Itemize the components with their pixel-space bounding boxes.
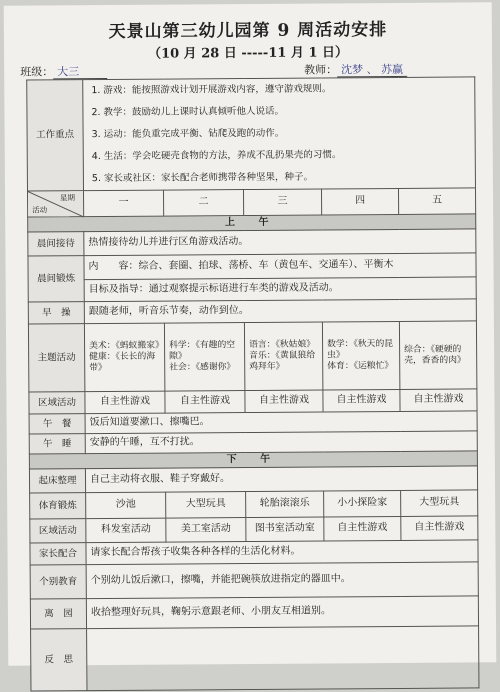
theme-tuesday bbox=[164, 323, 244, 392]
pe-label: 体育锻炼 bbox=[30, 493, 86, 519]
wake-text: 自己主动将衣服、鞋子穿戴好。 bbox=[85, 466, 477, 493]
goal-item: 1. 游戏：能按照游戏计划开展游戏内容，遵守游戏规则。 bbox=[91, 83, 332, 97]
pe-row bbox=[30, 490, 478, 519]
area-cell: 自主性游戏 bbox=[400, 389, 477, 412]
reception-text: 热情接待幼儿并进行区角游戏活动。 bbox=[84, 229, 476, 256]
theme-item: 综合：《硬硬的壳，香香的肉》 bbox=[404, 344, 466, 366]
class-label: 班级： bbox=[20, 65, 54, 79]
afternoon-area-row bbox=[30, 516, 478, 543]
individual-row bbox=[30, 562, 478, 599]
theme-label: 主题活动 bbox=[28, 324, 84, 392]
theme-item: 社会：《感谢你》 bbox=[169, 362, 236, 373]
leave-label: 离 园 bbox=[30, 599, 86, 629]
wake-label: 起床整理 bbox=[29, 469, 85, 493]
pe-cell: 小小探险家 bbox=[324, 490, 401, 517]
reflect-row bbox=[31, 626, 479, 691]
area-label: 区域活动 bbox=[30, 519, 86, 543]
section-morning: 上 午 bbox=[28, 214, 476, 232]
pe-cell: 沙池 bbox=[86, 492, 166, 519]
drill-label: 早 操 bbox=[28, 302, 84, 324]
leave-row bbox=[30, 596, 478, 629]
exercise-content-row bbox=[28, 253, 476, 280]
reflect-label: 反 思 bbox=[31, 629, 87, 691]
goal-item: 3. 运动：能负重完成平衡、钻爬及跑的动作。 bbox=[91, 127, 285, 141]
goals-row bbox=[27, 77, 476, 191]
pe-cell: 大型玩具 bbox=[166, 492, 246, 519]
corner-weekday: 星期 bbox=[60, 193, 76, 203]
reception-label: 晨间接待 bbox=[28, 232, 84, 256]
diagonal-header-cell bbox=[27, 191, 83, 217]
exercise-label: 晨间锻炼 bbox=[28, 256, 84, 302]
section-afternoon: 下 午 bbox=[29, 451, 477, 469]
theme-monday bbox=[84, 323, 164, 392]
theme-friday bbox=[399, 321, 477, 390]
area-cell: 自主性游戏 bbox=[324, 516, 401, 541]
theme-wednesday bbox=[244, 322, 322, 391]
goal-item: 2. 教学：鼓励幼儿上课时认真倾听他人说话。 bbox=[91, 105, 285, 119]
parents-text: 请家长配合帮孩子收集各种各样的生活化材料。 bbox=[86, 540, 478, 565]
theme-row bbox=[28, 321, 477, 392]
nap-label: 午 睡 bbox=[29, 434, 85, 454]
area-cell: 图书室活动室 bbox=[246, 517, 324, 542]
area-cell: 科发室活动 bbox=[86, 518, 166, 543]
exercise-content: 内 容：综合、套圈、拍球、荡桥、车（黄包车、交通车）、平衡木 bbox=[84, 253, 476, 280]
theme-item: 音乐：《黄鼠狼给鸡拜年》 bbox=[249, 350, 316, 372]
parents-row bbox=[30, 540, 478, 565]
day-header: 二 bbox=[163, 190, 243, 217]
theme-item: 健康：《长长的海带》 bbox=[89, 351, 156, 374]
pe-cell: 大型玩具 bbox=[401, 490, 478, 517]
leave-text: 收拾整理好玩具，鞠躬示意跟老师、小朋友互相道别。 bbox=[86, 596, 478, 629]
teacher-info bbox=[304, 61, 407, 78]
reflect-text bbox=[87, 626, 479, 691]
lunch-label: 午 餐 bbox=[29, 414, 85, 434]
exercise-goal-row bbox=[28, 277, 476, 302]
pe-cell: 轮胎滚滚乐 bbox=[246, 491, 324, 518]
date-range: （10 月 28 日 -----11 月 1 日） bbox=[147, 45, 349, 62]
area-cell: 美工室活动 bbox=[166, 518, 246, 543]
wake-row bbox=[29, 466, 477, 493]
class-info bbox=[20, 63, 107, 80]
morning-area-row bbox=[29, 389, 477, 414]
schedule-table bbox=[26, 76, 479, 691]
day-header: 四 bbox=[321, 188, 398, 215]
individual-text: 个别幼儿饭后漱口，擦嘴，并能把碗筷放进指定的器皿中。 bbox=[86, 562, 478, 599]
goal-item: 4. 生活：学会吃硬壳食物的方法，养成不乱扔果壳的习惯。 bbox=[91, 149, 342, 163]
exercise-goal: 目标及指导：通过观察提示标语进行车类的游戏及活动。 bbox=[84, 277, 476, 302]
theme-item: 科学：《有趣的空隙》 bbox=[169, 340, 236, 362]
teacher-label: 教师： bbox=[304, 63, 338, 77]
schedule-sheet bbox=[4, 2, 497, 665]
goals-cell bbox=[83, 77, 476, 191]
theme-item: 语言：《秋姑娘》 bbox=[249, 339, 316, 351]
goal-item: 5. 家长或社区：家长配合老师携带各种坚果，种子。 bbox=[91, 171, 314, 185]
reception-row bbox=[28, 229, 476, 256]
area-cell: 自主性游戏 bbox=[165, 391, 245, 414]
page-title: 天景山第三幼儿园第 9 周活动安排 bbox=[108, 20, 388, 42]
area-cell: 自主性游戏 bbox=[323, 389, 400, 412]
parents-label: 家长配合 bbox=[30, 543, 86, 565]
days-header-row bbox=[27, 188, 475, 217]
drill-text: 跟随老师，听音乐节奏，动作到位。 bbox=[84, 299, 476, 324]
class-value: 大三 bbox=[53, 65, 107, 79]
area-cell: 自主性游戏 bbox=[401, 516, 478, 541]
theme-item: 数学：《秋天的昆虫》 bbox=[327, 339, 394, 361]
day-header: 一 bbox=[83, 190, 163, 217]
theme-thursday bbox=[322, 321, 399, 390]
area-cell: 自主性游戏 bbox=[245, 390, 323, 413]
nap-text: 安静的午睡，互不打扰。 bbox=[85, 431, 477, 454]
corner-activity: 活动 bbox=[32, 205, 48, 215]
goals-label: 工作重点 bbox=[27, 80, 84, 191]
drill-row bbox=[28, 299, 476, 324]
theme-item: 体育：《运粮忙》 bbox=[327, 360, 394, 372]
area-label: 区域活动 bbox=[29, 392, 85, 414]
lunch-text: 饭后知道要漱口、擦嘴巴。 bbox=[85, 411, 477, 434]
theme-item: 美术：《蚂蚁搬家》 bbox=[89, 340, 164, 352]
day-header: 三 bbox=[243, 189, 321, 216]
area-cell: 自主性游戏 bbox=[85, 391, 165, 414]
day-header: 五 bbox=[398, 188, 475, 215]
individual-label: 个别教育 bbox=[30, 565, 86, 599]
teacher-value: 沈梦 、 苏赢 bbox=[337, 63, 407, 77]
